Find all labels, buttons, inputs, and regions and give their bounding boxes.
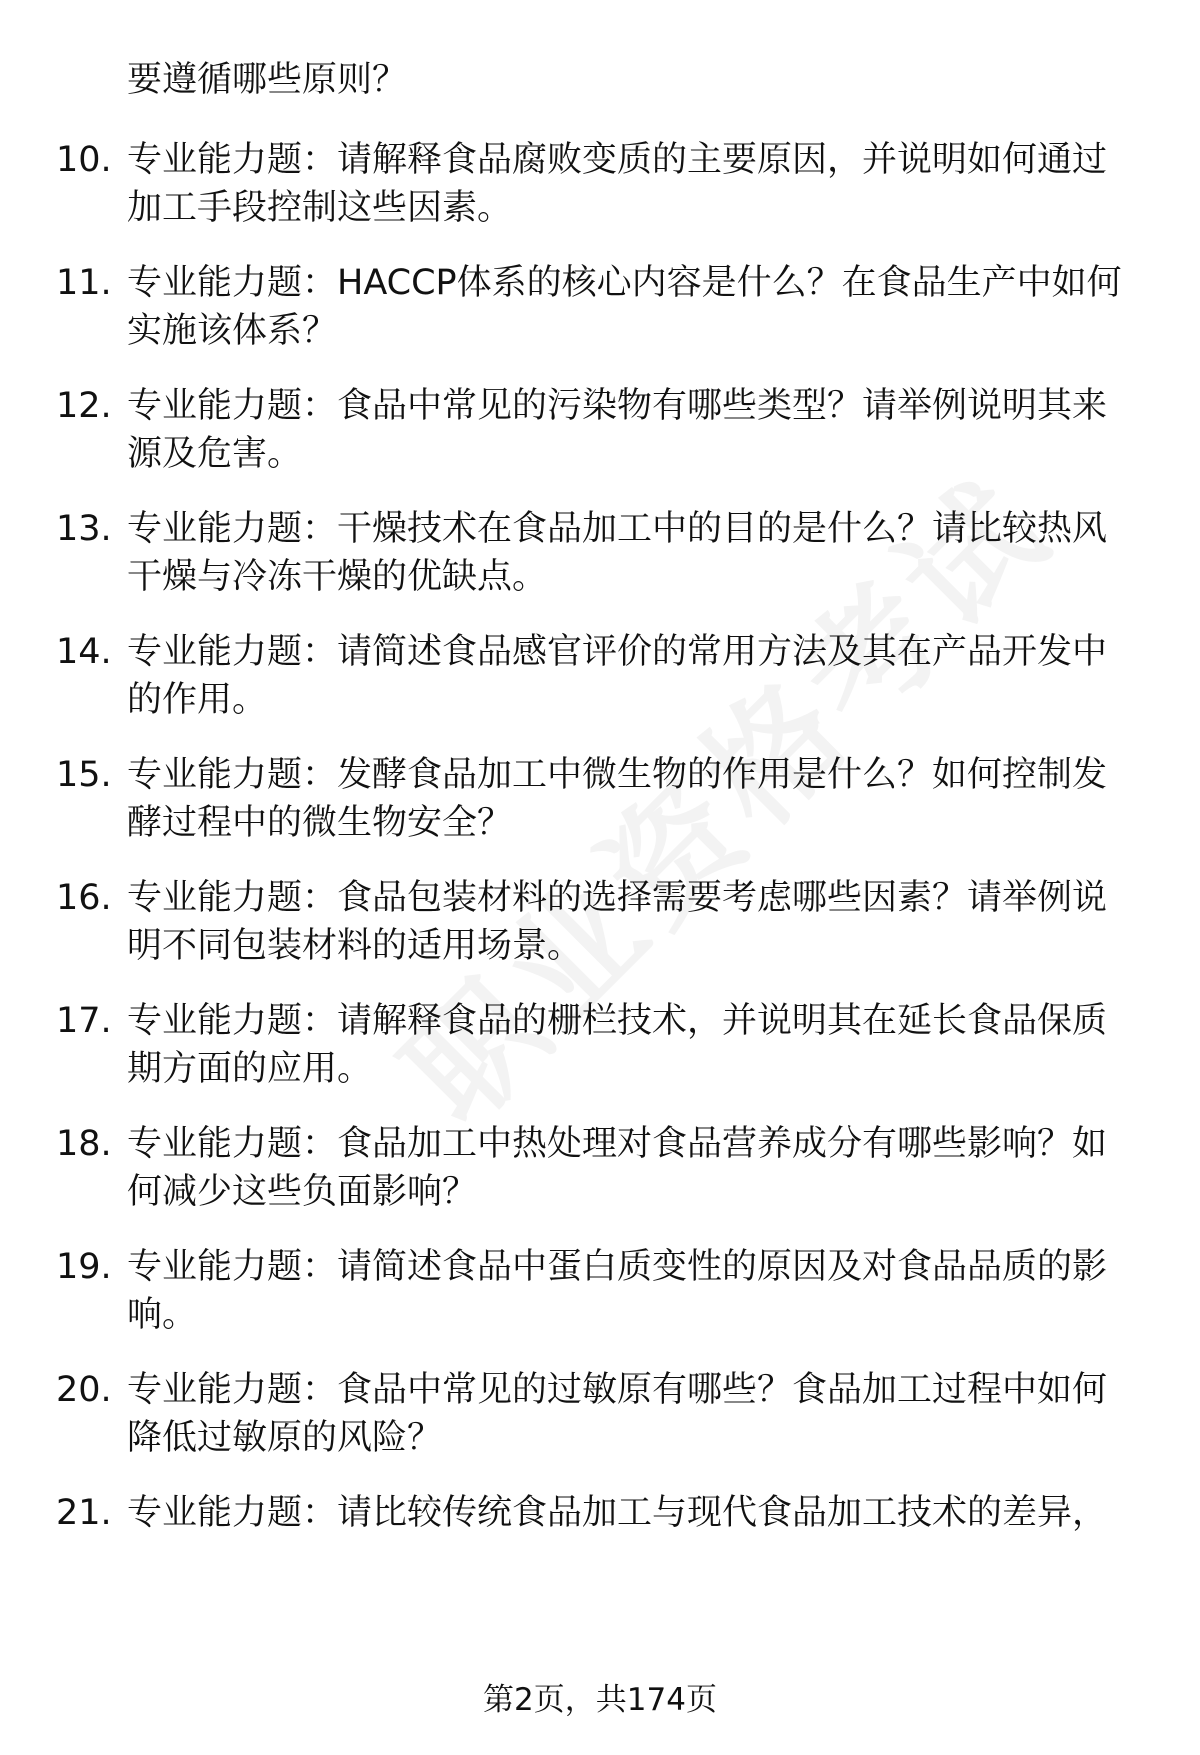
text-line: 响。 [127, 1295, 198, 1335]
item-number: 20. [56, 1370, 112, 1410]
item-number: 11. [56, 263, 112, 303]
continuation-line: 要遵循哪些原则？ [127, 60, 408, 100]
text-line: 源及危害。 [127, 434, 303, 474]
text-line: 专业能力题：请简述食品中蛋白质变性的原因及对食品品质的影 [127, 1247, 1108, 1287]
list-item [0, 874, 1200, 997]
text-line: 专业能力题：食品中常见的过敏原有哪些？食品加工过程中如何 [127, 1370, 1108, 1410]
text-line: 明不同包装材料的适用场景。 [127, 926, 583, 966]
text-line: 专业能力题：请简述食品感官评价的常用方法及其在产品开发中 [127, 632, 1108, 672]
page-footer: 第2页，共174页 [483, 1682, 717, 1718]
list-item [0, 1243, 1200, 1366]
item-number: 13. [56, 509, 112, 549]
item-text [127, 997, 1157, 1093]
list-item [0, 1489, 1200, 1612]
text-line: 实施该体系？ [127, 311, 338, 351]
item-text [127, 751, 1157, 847]
text-line: 专业能力题：食品加工中热处理对食品营养成分有哪些影响？如 [127, 1124, 1108, 1164]
item-text [127, 136, 1157, 232]
item-number: 15. [56, 755, 112, 795]
text-line: 专业能力题：食品中常见的污染物有哪些类型？请举例说明其来 [127, 386, 1108, 426]
text-line: 专业能力题：请解释食品的栅栏技术，并说明其在延长食品保质 [127, 1001, 1108, 1041]
item-number: 16. [56, 878, 112, 918]
item-text [127, 1120, 1157, 1216]
item-number: 18. [56, 1124, 112, 1164]
item-text [127, 382, 1157, 478]
text-line: 专业能力题：请解释食品腐败变质的主要原因，并说明如何通过 [127, 140, 1108, 180]
item-text [127, 1489, 1157, 1537]
text-line: 何减少这些负面影响？ [127, 1172, 478, 1212]
text-line: 专业能力题：干燥技术在食品加工中的目的是什么？请比较热风 [127, 509, 1108, 549]
item-text [127, 505, 1157, 601]
list-item [0, 628, 1200, 751]
text-line: 专业能力题：HACCP体系的核心内容是什么？在食品生产中如何 [127, 263, 1122, 303]
text-line: 加工手段控制这些因素。 [127, 188, 513, 228]
item-text [127, 874, 1157, 970]
text-line: 酵过程中的微生物安全？ [127, 803, 513, 843]
list-item [0, 505, 1200, 628]
list-item [0, 1120, 1200, 1243]
text-line: 干燥与冷冻干燥的优缺点。 [127, 557, 548, 597]
list-item [0, 136, 1200, 259]
text-line: 期方面的应用。 [127, 1049, 373, 1089]
text-line: 专业能力题：请比较传统食品加工与现代食品加工技术的差异， [127, 1493, 1108, 1533]
item-number: 14. [56, 632, 112, 672]
item-number: 19. [56, 1247, 112, 1287]
item-text [127, 1366, 1157, 1462]
text-line: 降低过敏原的风险？ [127, 1418, 443, 1458]
list-item [0, 997, 1200, 1120]
text-line: 专业能力题：发酵食品加工中微生物的作用是什么？如何控制发 [127, 755, 1108, 795]
list-item [0, 1366, 1200, 1489]
item-number: 17. [56, 1001, 112, 1041]
text-line: 的作用。 [127, 680, 268, 720]
item-number: 12. [56, 386, 112, 426]
question-list [0, 136, 1200, 1612]
item-text [127, 628, 1157, 724]
list-item [0, 259, 1200, 382]
item-text [127, 1243, 1157, 1339]
item-number: 21. [56, 1493, 112, 1533]
item-text [127, 259, 1157, 355]
text-line: 专业能力题：食品包装材料的选择需要考虑哪些因素？请举例说 [127, 878, 1108, 918]
list-item [0, 751, 1200, 874]
list-item [0, 382, 1200, 505]
item-number: 10. [56, 140, 112, 180]
